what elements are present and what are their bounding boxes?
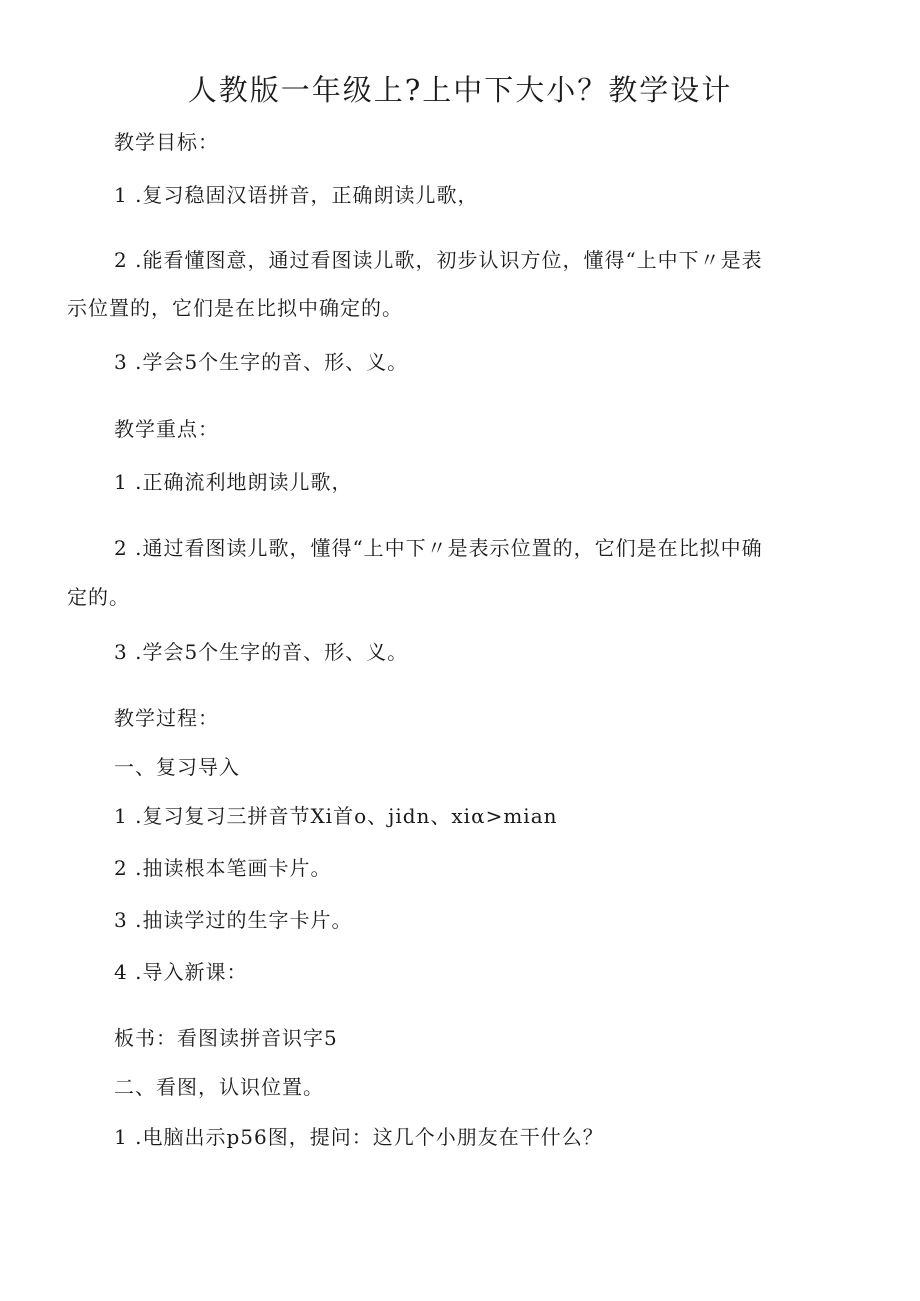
paragraph-line: 3 .学会5个生字的音、形、义。 <box>114 350 409 374</box>
document-title: 人教版一年级上?上中下大小？教学设计 <box>187 73 733 107</box>
paragraph-line: 2 .通过看图读儿歌，懂得“上中下〃是表示位置的，它们是在比拟中确 <box>114 536 763 560</box>
paragraph-line: 4 .导入新课： <box>114 960 248 984</box>
section-heading-process: 教学过程： <box>114 706 219 730</box>
paragraph-line: 板书：看图读拼音识字5 <box>114 1026 338 1050</box>
subsection-heading: 二、看图，认识位置。 <box>114 1075 324 1099</box>
section-heading-objectives: 教学目标： <box>114 130 219 154</box>
paragraph-line: 2 .抽读根本笔画卡片。 <box>114 856 332 880</box>
paragraph-line: 定的。 <box>67 585 130 609</box>
paragraph-line: 1 .复习复习三拼音节Xi首o、jidn、xiα>mian <box>114 804 558 828</box>
paragraph-line: 3 .抽读学过的生字卡片。 <box>114 908 353 932</box>
paragraph-line: 1 .复习稳固汉语拼音，正确朗读儿歌， <box>114 183 479 207</box>
paragraph-line: 2 .能看懂图意，通过看图读儿歌，初步认识方位，懂得“上中下〃是表 <box>114 248 763 272</box>
paragraph-line: 示位置的，它们是在比拟中确定的。 <box>67 296 403 320</box>
section-heading-key-points: 教学重点： <box>114 417 219 441</box>
subsection-heading: 一、复习导入 <box>114 755 240 779</box>
paragraph-line: 3 .学会5个生字的音、形、义。 <box>114 640 409 664</box>
paragraph-line: 1 .正确流利地朗读儿歌， <box>114 470 353 494</box>
paragraph-line: 1 .电脑出示p56图，提问：这几个小朋友在干什么？ <box>114 1125 604 1149</box>
